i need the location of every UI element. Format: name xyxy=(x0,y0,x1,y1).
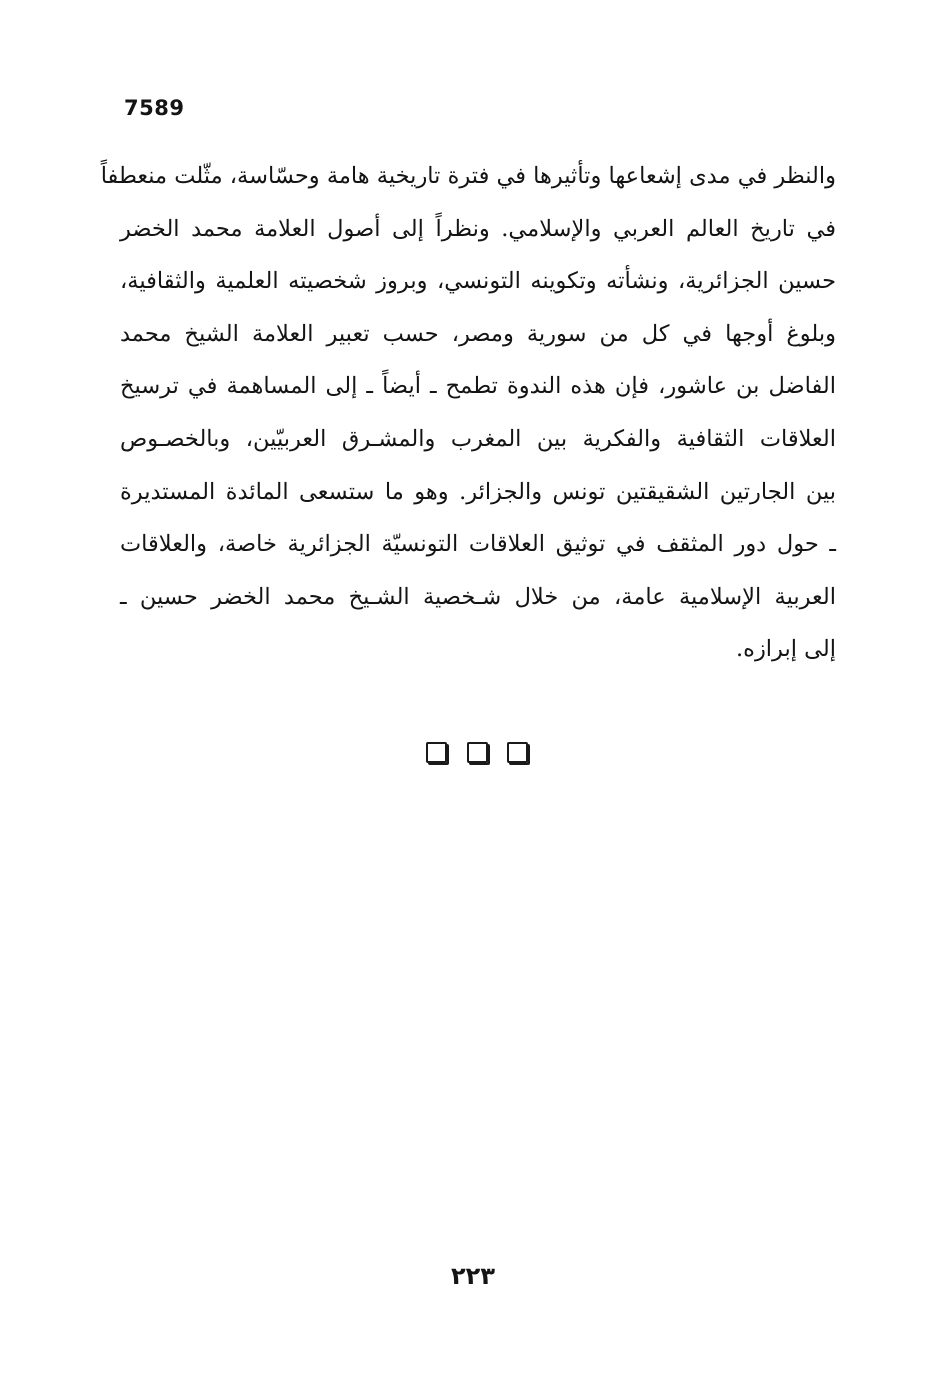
square-ornament-icon xyxy=(507,742,528,763)
text-line: والنظر في مدى إشعاعها وتأثيرها في فترة تاريخية هامة وحسّاسة، مثّلت منعطفاً xyxy=(100,163,836,189)
text-line: بين الجارتين الشقيقتين تونس والجزائر. وهو ما ستسعى المائدة المستديرة xyxy=(120,478,836,505)
text-line: العلاقات الثقافية والفكرية بين المغرب والمشـرق العربيّين، وبالخصـوص xyxy=(120,425,836,452)
text-line: العربية الإسلامية عامة، من خلال شـخصية الشـيخ محمد الخضر حسين ـ xyxy=(120,583,836,610)
text-line-last: إلى إبرازه. xyxy=(736,636,836,663)
section-separator xyxy=(426,742,528,768)
text-line: ـ حول دور المثقف في توثيق العلاقات التونسيّة الجزائرية خاصة، والعلاقات xyxy=(120,531,836,558)
body-paragraph xyxy=(100,150,836,676)
square-ornament-icon xyxy=(467,742,488,763)
page-number: ٢٢٣ xyxy=(451,1262,495,1290)
page-code: 7589 xyxy=(124,96,185,120)
text-line: في تاريخ العالم العربي والإسلامي. ونظراً إلى أصول العلامة محمد الخضر xyxy=(120,215,836,242)
text-line: حسين الجزائرية، ونشأته وتكوينه التونسي، وبروز شخصيته العلمية والثقافية، xyxy=(120,268,836,295)
square-ornament-icon xyxy=(426,742,447,763)
text-line: وبلوغ أوجها في كل من سورية ومصر، حسب تعبير العلامة الشيخ محمد xyxy=(120,320,836,347)
text-line: الفاضل بن عاشور، فإن هذه الندوة تطمح ـ أيضاً ـ إلى المساهمة في ترسيخ xyxy=(120,373,836,400)
